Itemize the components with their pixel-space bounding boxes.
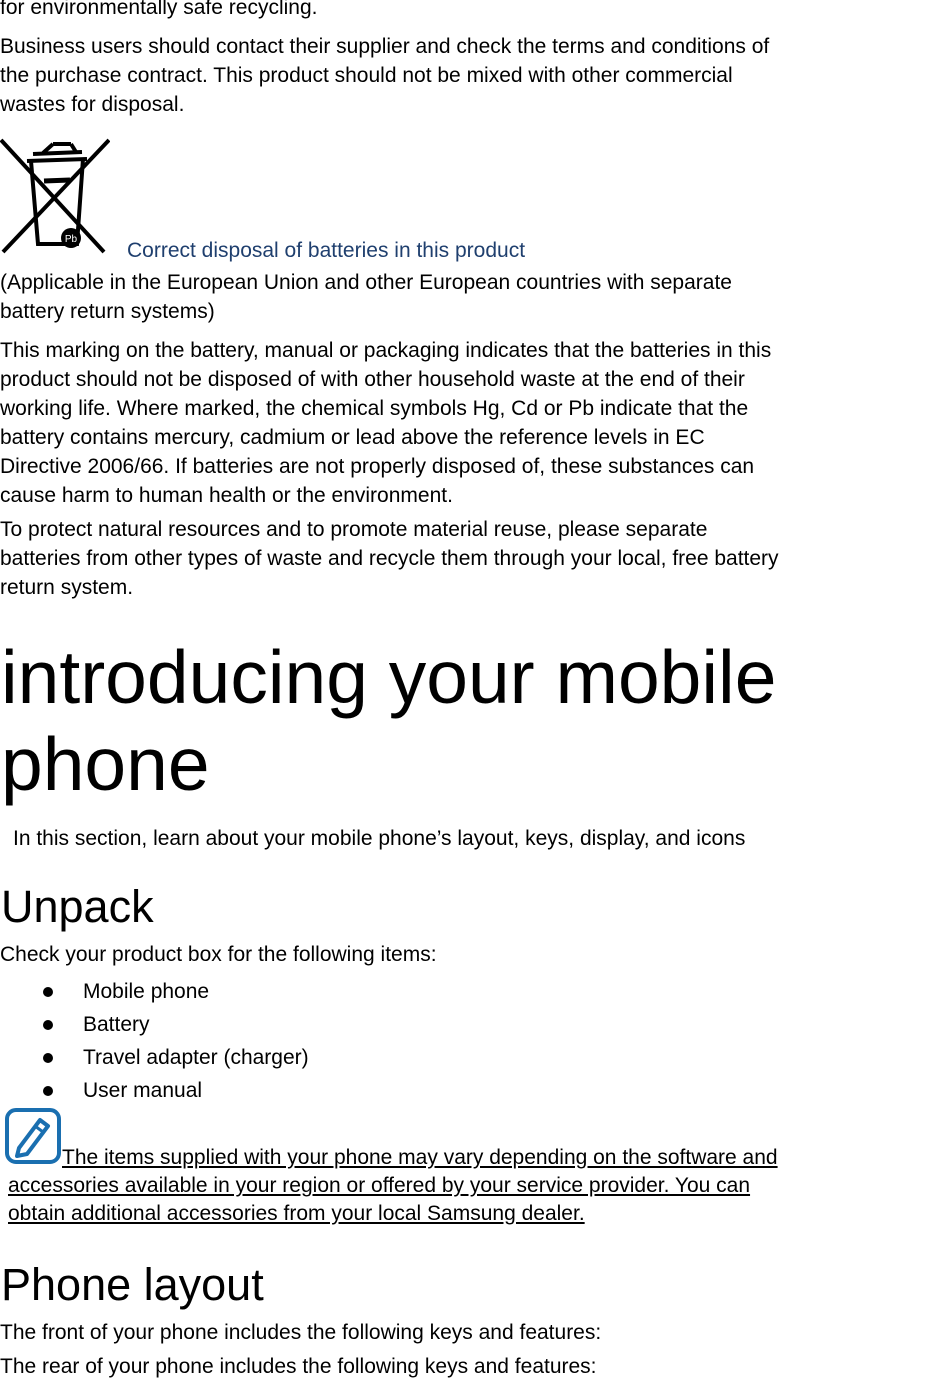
paragraph-line: batteries from other types of waste and recycle them through your local, free battery [0,547,779,570]
battery-disposal-subtitle: Correct disposal of batteries in this product [127,239,526,262]
phone-front-text: The front of your phone includes the following keys and features: [0,1321,602,1344]
list-item [0,1074,309,1107]
phone-rear-text: The rear of your phone includes the following keys and features: [0,1355,597,1378]
paragraph-line: the purchase contract. This product should not be mixed with other commercial [0,64,733,87]
note-line: obtain additional accessories from your local Samsung dealer. [8,1202,585,1225]
paragraph-line: battery return systems) [0,300,215,323]
paragraph-line: cause harm to human health or the environment. [0,484,453,507]
bullet [43,1086,53,1096]
list-item-label: Battery [83,1013,150,1036]
list-item [0,1008,309,1041]
bullet [43,1053,53,1063]
note-pencil-icon [5,1108,61,1164]
crossed-bin-icon [0,134,110,259]
unpack-items-list [0,975,309,1107]
paragraph-line: product should not be disposed of with other household waste at the end of their [0,368,745,391]
chapter-title [1,634,921,808]
list-item-label: Mobile phone [83,980,210,1003]
bullet [43,987,53,997]
note-line: The items supplied with your phone may vary depending on the software and [62,1146,778,1169]
list-item-label: User manual [83,1079,203,1102]
paragraph-line: battery contains mercury, cadmium or lead above the reference levels in EC [0,426,705,449]
list-item [0,1041,309,1074]
unpack-lead: Check your product box for the following items: [0,943,437,966]
paragraph-line: working life. Where marked, the chemical symbols Hg, Cd or Pb indicate that the [0,397,749,420]
phone-layout-heading: Phone layout [1,1259,264,1310]
bullet [43,1020,53,1030]
chapter-title-line1: introducing your mobile [1,635,777,719]
pb-symbol: Pb [64,234,78,245]
chapter-intro: In this section, learn about your mobile phone’s layout, keys, display, and icons [13,827,746,850]
note-line: accessories available in your region or offered by your service provider. You can [8,1174,751,1197]
paragraph-line: return system. [0,576,134,599]
paragraph-line: wastes for disposal. [0,93,185,116]
paragraph-line: To protect natural resources and to promote material reuse, please separate [0,518,708,541]
recycling-text-tail: for environmentally safe recycling. [0,0,318,19]
unpack-heading: Unpack [1,881,154,932]
paragraph-line: Business users should contact their supplier and check the terms and conditions of [0,35,770,58]
list-item [0,975,309,1008]
list-item-label: Travel adapter (charger) [83,1046,309,1069]
paragraph-line: (Applicable in the European Union and other European countries with separate [0,271,732,294]
paragraph-line: Directive 2006/66. If batteries are not properly disposed of, these substances can [0,455,755,478]
chapter-title-line2: phone [1,722,210,806]
paragraph-line: This marking on the battery, manual or packaging indicates that the batteries in this [0,339,772,362]
